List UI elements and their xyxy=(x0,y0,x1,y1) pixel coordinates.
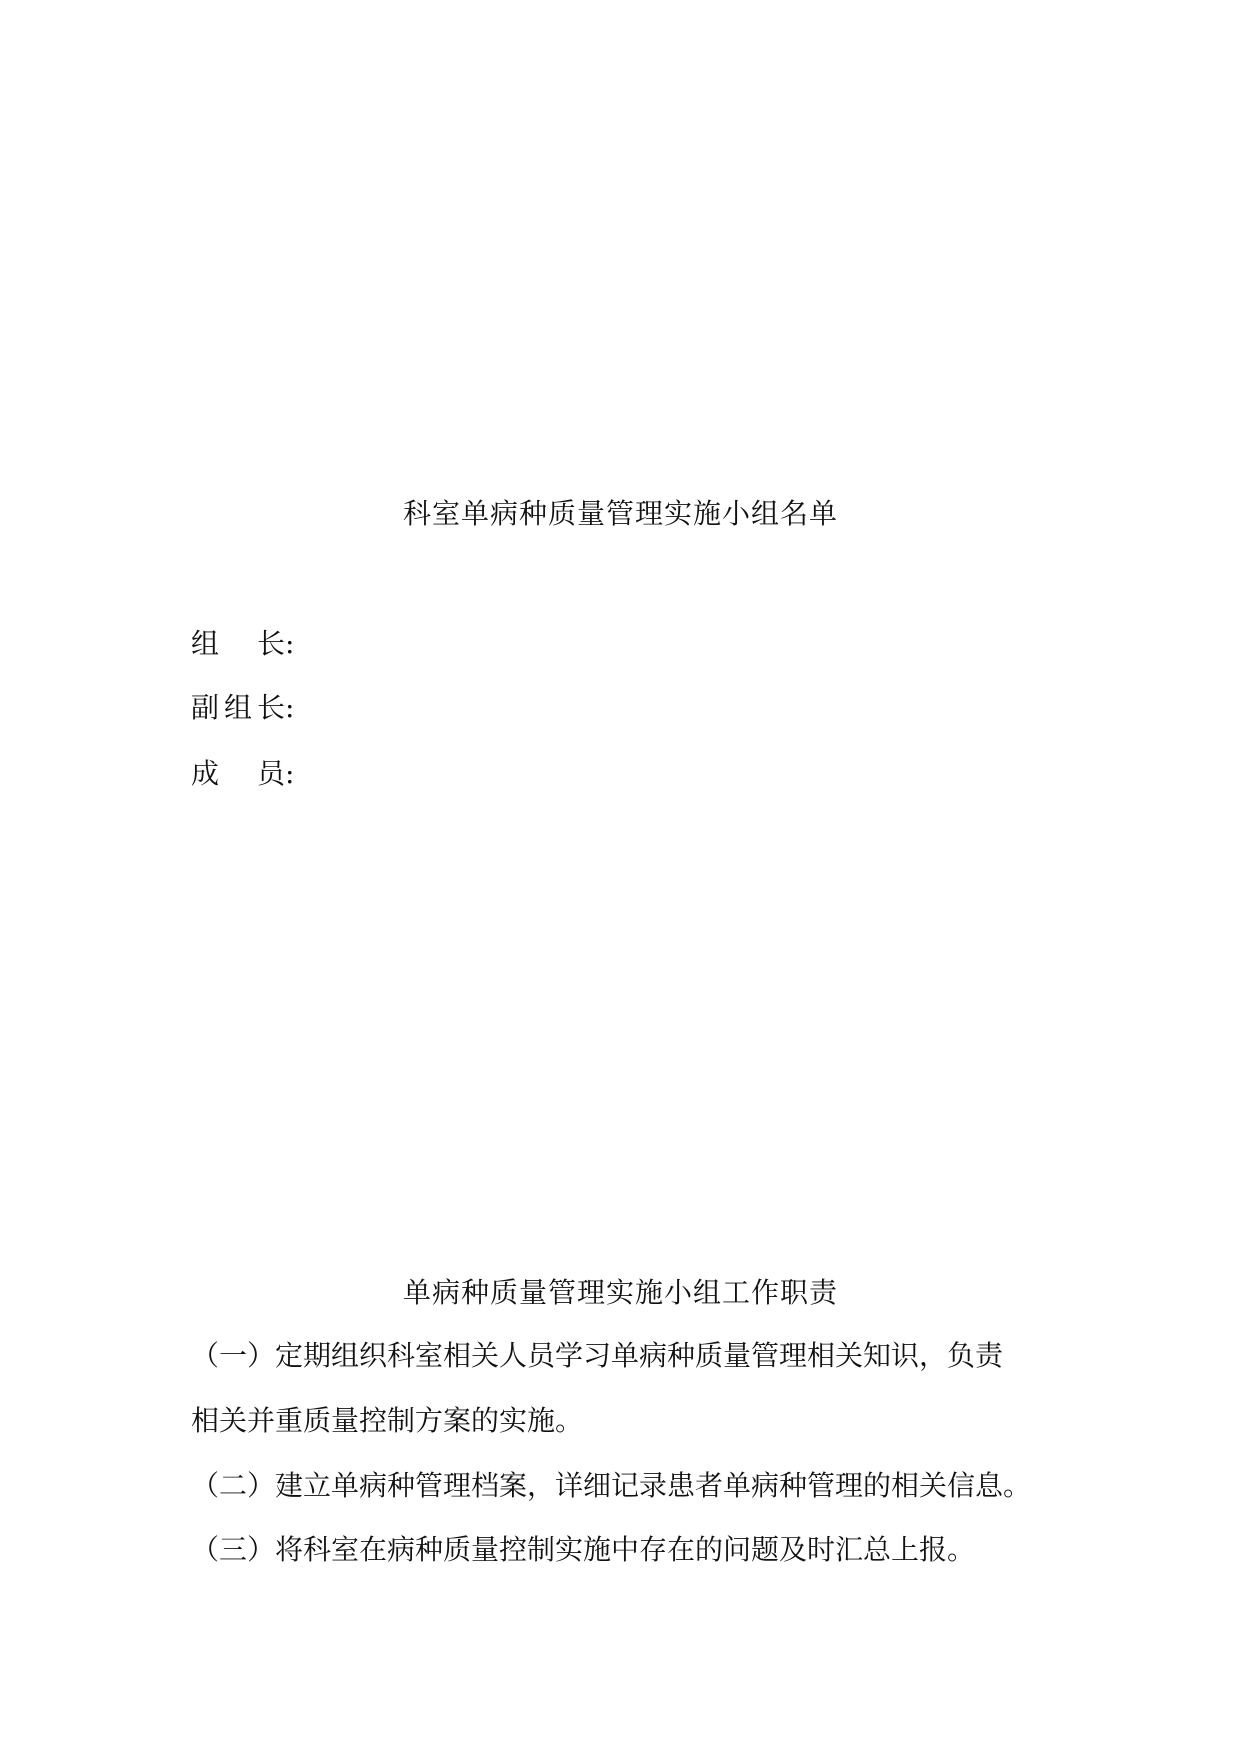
duty-item-2: （二）建立单病种管理档案，详细记录患者单病种管理的相关信息。 xyxy=(191,1469,1032,1502)
deputy-colon: : xyxy=(285,691,295,724)
roster-title: 科室单病种质量管理实施小组名单 xyxy=(402,497,838,530)
leader-colon: : xyxy=(285,627,295,660)
deputy-label: 副组长 xyxy=(191,691,285,724)
duty-item-1-line-1: （一）定期组织科室相关人员学习单病种质量管理相关知识，负责 xyxy=(191,1339,1004,1372)
roster-row-deputy xyxy=(191,688,294,728)
duty-item-3: （三）将科室在病种质量控制实施中存在的问题及时汇总上报。 xyxy=(191,1533,976,1566)
duties-title: 单病种质量管理实施小组工作职责 xyxy=(402,1276,838,1309)
leader-label: 组 长 xyxy=(191,627,285,660)
members-colon: : xyxy=(285,757,295,790)
roster-row-leader xyxy=(191,624,294,664)
duty-item-1-line-2: 相关并重质量控制方案的实施。 xyxy=(191,1404,584,1437)
roster-row-members xyxy=(191,754,294,794)
members-label: 成 员 xyxy=(191,757,285,790)
